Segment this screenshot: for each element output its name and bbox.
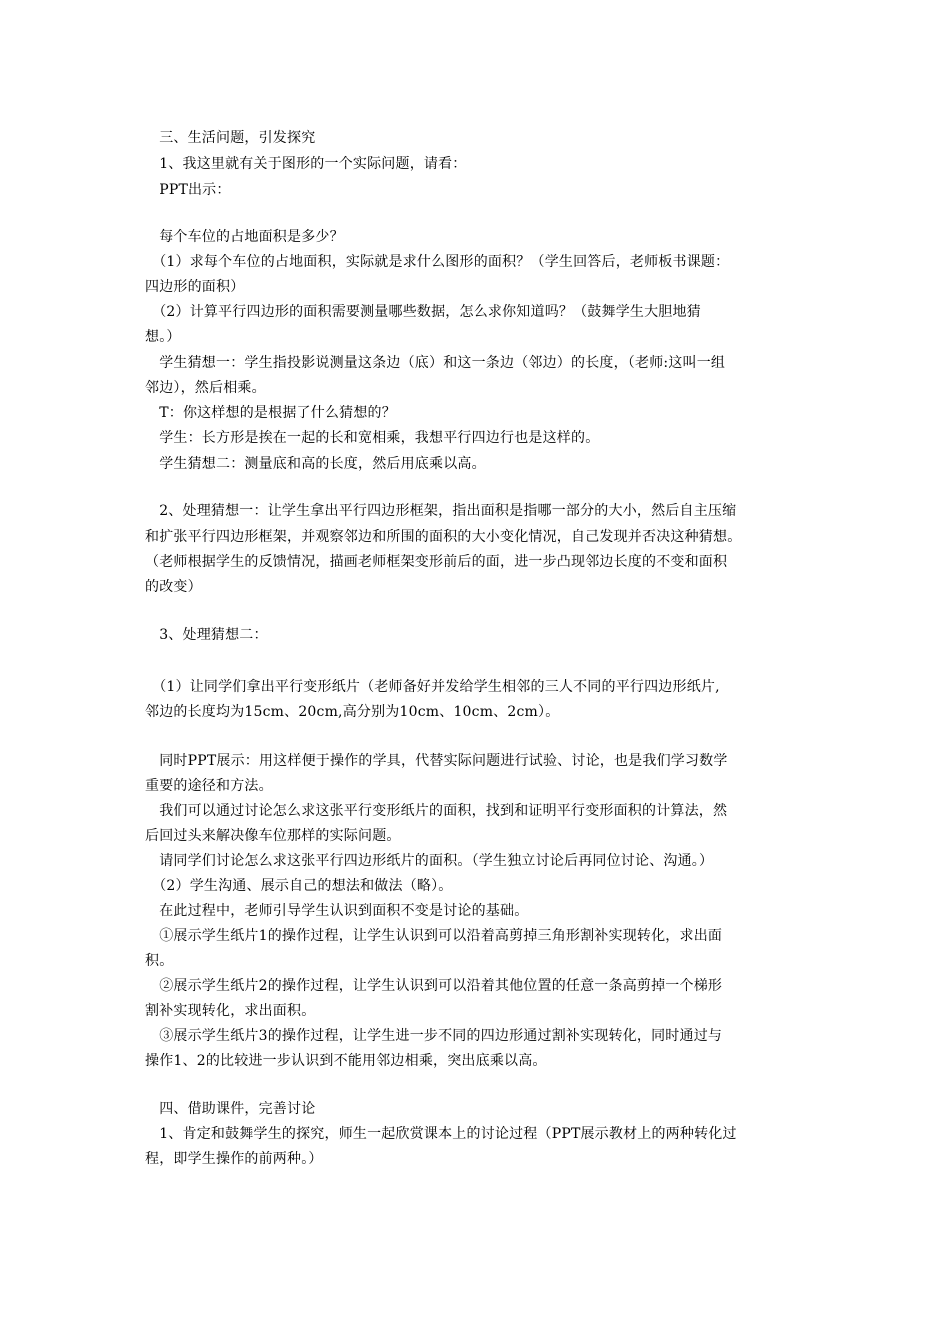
text-line: 的改变） bbox=[145, 579, 202, 595]
text-line: 1、我这里就有关于图形的一个实际问题，请看： bbox=[145, 156, 467, 172]
text-line: 四边形的面积） bbox=[145, 279, 245, 295]
text-line: 邻边），然后相乘。 bbox=[145, 380, 266, 396]
text-line: PPT出示： bbox=[145, 182, 231, 198]
text-line: 学生猜想二：测量底和高的长度，然后用底乘以高。 bbox=[145, 456, 486, 472]
text-line: ②展示学生纸片2的操作过程，让学生认识到可以沿着其他位置的任意一条高剪掉一个梯形 bbox=[145, 978, 723, 994]
text-line: 重要的途径和方法。 bbox=[145, 778, 273, 794]
text-line: 程，即学生操作的前两种。） bbox=[145, 1151, 323, 1167]
section-heading-3: 三、生活问题，引发探究 bbox=[145, 130, 316, 146]
text-line: 想。） bbox=[145, 329, 181, 345]
text-line: 1、肯定和鼓舞学生的探究，师生一起欣赏课本上的讨论过程（PPT展示教材上的两种转化过 bbox=[145, 1126, 737, 1142]
text-line: 积。 bbox=[145, 953, 174, 969]
text-line: （1）求每个车位的占地面积，实际就是求什么图形的面积？（学生回答后，老师板书课题： bbox=[145, 254, 730, 270]
text-line: 2、处理猜想一：让学生拿出平行四边形框架，指出面积是指哪一部分的大小，然后自主压缩 bbox=[145, 503, 737, 519]
text-line: （1）让同学们拿出平行变形纸片（老师备好并发给学生相邻的三人不同的平行四边形纸片, bbox=[145, 679, 720, 695]
text-line: 请同学们讨论怎么求这张平行四边形纸片的面积。（学生独立讨论后再同位讨论、沟通。） bbox=[145, 853, 714, 869]
text-line: 邻边的长度均为15cm、20cm,高分别为10cm、10cm、2cm）。 bbox=[145, 704, 560, 720]
text-line: 同时PPT展示：用这样便于操作的学具，代替实际问题进行试验、讨论，也是我们学习数学 bbox=[145, 753, 728, 769]
text-line: （老师根据学生的反馈情况，描画老师框架变形前后的面，进一步凸现邻边长度的不变和面积 bbox=[145, 554, 728, 570]
text-line: 操作1、2的比较进一步认识到不能用邻边相乘，突出底乘以高。 bbox=[145, 1053, 547, 1069]
text-line: 每个车位的占地面积是多少？ bbox=[145, 229, 344, 245]
section-heading-4: 四、借助课件，完善讨论 bbox=[145, 1101, 316, 1117]
text-line: 后回过头来解决像车位那样的实际问题。 bbox=[145, 828, 401, 844]
text-line: 学生：长方形是挨在一起的长和宽相乘，我想平行四边行也是这样的。 bbox=[145, 430, 600, 446]
text-line: ①展示学生纸片1的操作过程，让学生认识到可以沿着高剪掉三角形割补实现转化，求出面 bbox=[145, 928, 723, 944]
text-line: 我们可以通过讨论怎么求这张平行变形纸片的面积，找到和证明平行变形面积的计算法，然 bbox=[145, 803, 728, 819]
text-line: 和扩张平行四边形框架，并观察邻边和所围的面积的大小变化情况，自己发现并否决这种猜想。 bbox=[145, 529, 742, 545]
text-line: 割补实现转化，求出面积。 bbox=[145, 1003, 316, 1019]
text-line: ③展示学生纸片3的操作过程，让学生进一步不同的四边形通过割补实现转化，同时通过与 bbox=[145, 1028, 723, 1044]
text-line: （2）计算平行四边形的面积需要测量哪些数据，怎么求你知道吗？（鼓舞学生大胆地猜 bbox=[145, 304, 701, 320]
text-line: T：你这样想的是根据了什么猜想的？ bbox=[145, 405, 396, 421]
text-line: （2）学生沟通、展示自己的想法和做法（略）。 bbox=[145, 878, 453, 894]
text-line: 在此过程中，老师引导学生认识到面积不变是讨论的基础。 bbox=[145, 903, 529, 919]
text-line: 3、处理猜想二： bbox=[145, 627, 268, 643]
text-line: 学生猜想一：学生指投影说测量这条边（底）和这一条边（邻边）的长度，（老师:这叫一组 bbox=[145, 355, 726, 371]
